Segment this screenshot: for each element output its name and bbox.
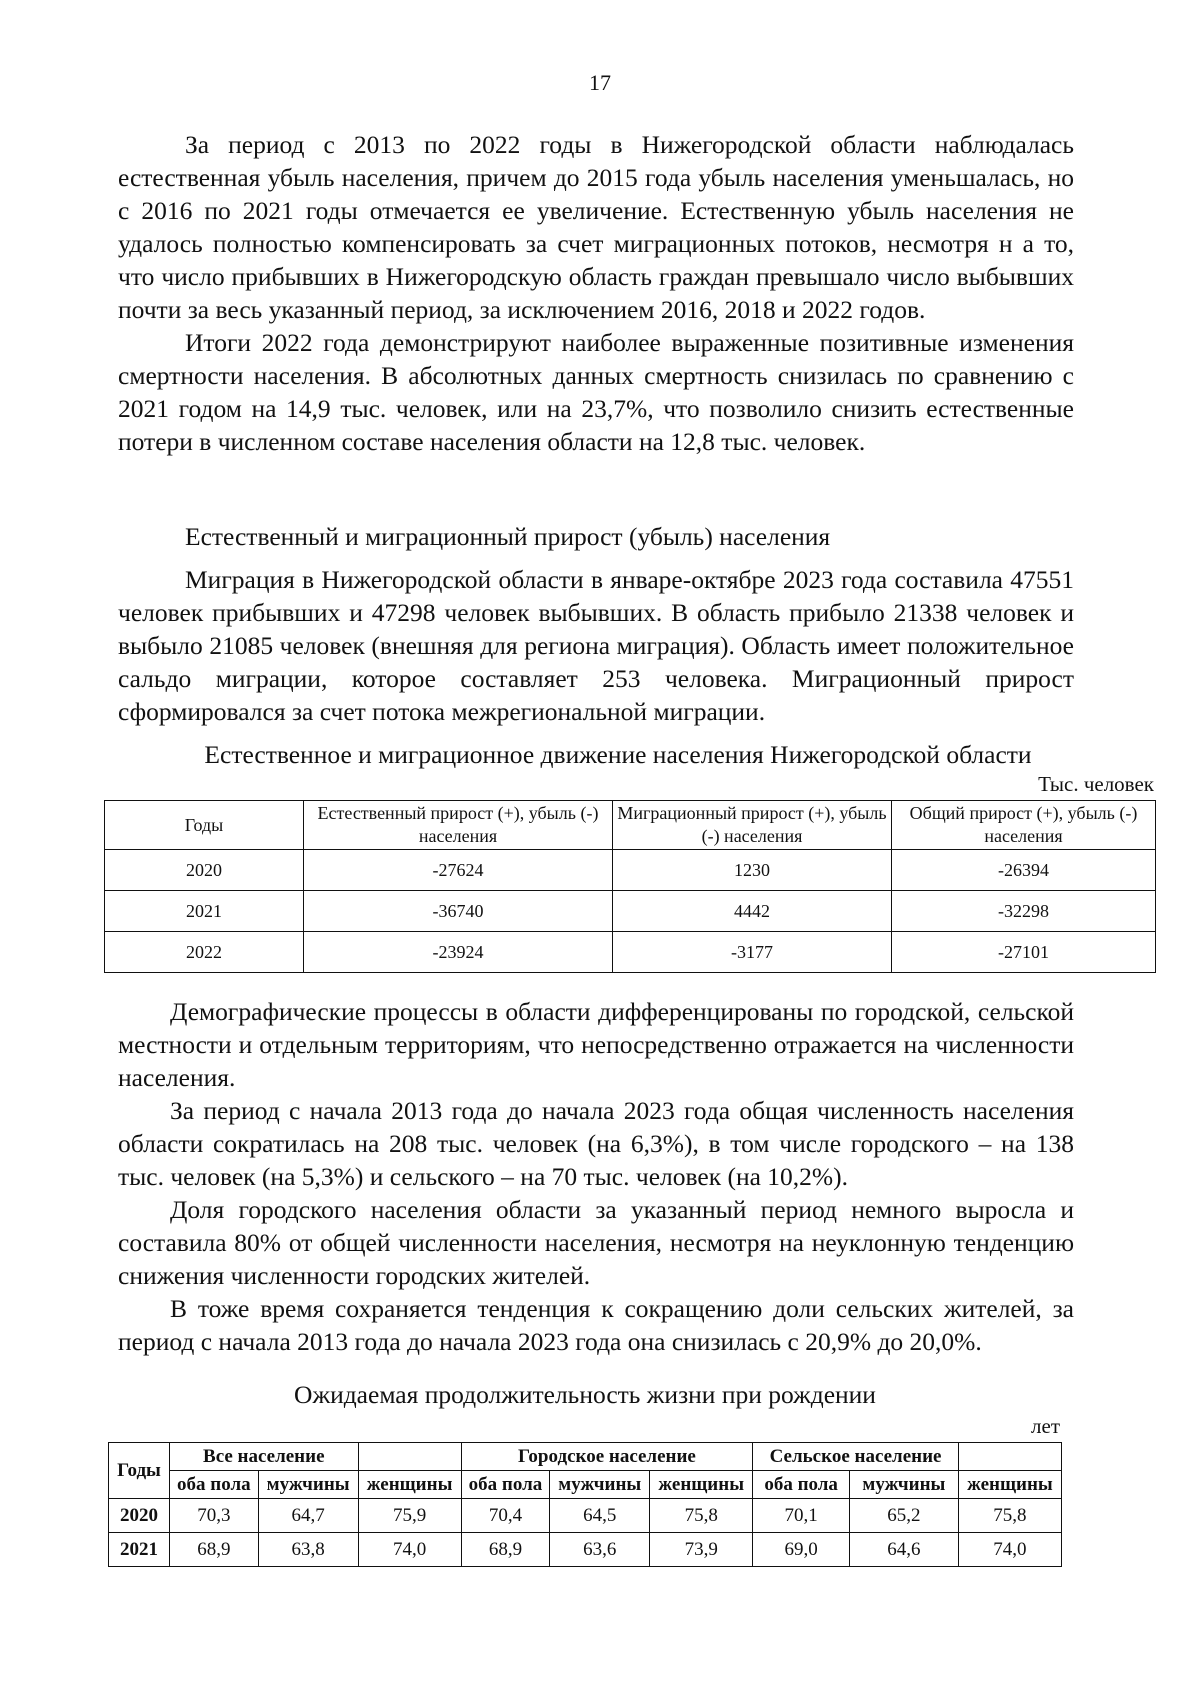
table-cell: 68,9 xyxy=(170,1533,259,1567)
table-cell: 65,2 xyxy=(849,1499,958,1533)
table-row xyxy=(109,1499,1062,1533)
paragraph: Итоги 2022 года демонстрируют наиболее выраженные позитивные изменения смертности населения. В абсолютных данных смертность снизилась по сравнению с 2021 годом на 14,9 тыс. человек, или на 23,7%, что позволило снизить естественные потери в численном составе населения области на 12,8 тыс. человек. xyxy=(118,328,1074,456)
paragraph: В тоже время сохраняется тенденция к сокращению доли сельских жителей, за период с начала 2013 года до начала 2023 года она снизилась с 20,9% до 20,0%. xyxy=(118,1294,1074,1356)
group-header: Все население xyxy=(170,1443,359,1471)
table-cell: 68,9 xyxy=(461,1533,550,1567)
paragraph: Доля городского населения области за указанный период немного выросла и составила 80% от общей численности населения, несмотря на неуклонную тенденцию снижения численности городских жителей. xyxy=(118,1195,1074,1290)
subheader-cell: женщины xyxy=(650,1471,753,1499)
group-header: Сельское население xyxy=(753,1443,959,1471)
table-header-row xyxy=(109,1443,1062,1471)
table-cell: 2022 xyxy=(105,932,304,973)
table-cell: 2021 xyxy=(109,1533,170,1567)
table-cell: 63,6 xyxy=(550,1533,650,1567)
table-cell: 75,8 xyxy=(958,1499,1061,1533)
table-cell: -27624 xyxy=(304,850,613,891)
table-title: Естественное и миграционное движение населения Нижегородской области xyxy=(204,740,1032,769)
table-cell: -27101 xyxy=(892,932,1156,973)
table-cell: 70,4 xyxy=(461,1499,550,1533)
group-header-blank xyxy=(358,1443,461,1471)
table-cell: 2020 xyxy=(109,1499,170,1533)
group-header: Городское население xyxy=(461,1443,753,1471)
section-heading: Естественный и миграционный прирост (убыль) населения xyxy=(185,522,831,551)
table-cell: -36740 xyxy=(304,891,613,932)
table-cell: 2021 xyxy=(105,891,304,932)
table2-unit: лет xyxy=(1031,1414,1060,1438)
table2-title xyxy=(108,1378,1062,1411)
table-title: Ожидаемая продолжительность жизни при рождении xyxy=(294,1380,876,1409)
migration-table xyxy=(104,800,1156,973)
table1-unit: Тыс. человек xyxy=(1038,772,1154,796)
header-cell: Общий прирост (+), убыль (-) населения xyxy=(892,801,1156,850)
table-cell: 75,9 xyxy=(358,1499,461,1533)
subheader-cell: оба пола xyxy=(461,1471,550,1499)
table-cell: -32298 xyxy=(892,891,1156,932)
table-header-row xyxy=(105,801,1156,850)
table-cell: 64,6 xyxy=(849,1533,958,1567)
table-cell: 64,7 xyxy=(258,1499,358,1533)
paragraph: Миграция в Нижегородской области в январе-октябре 2023 года составила 47551 человек прибывших и 47298 человек выбывших. В область прибыло 21338 человек и выбыло 21085 человек (внешняя для региона миграция). Область имеет положительное сальдо миграции, которое составляет 253 человека. Миграционный прирост сформировался за счет потока межрегиональной миграции. xyxy=(118,565,1074,726)
page-number: 17 xyxy=(589,70,611,95)
table-cell: 74,0 xyxy=(958,1533,1061,1567)
subheader-cell: мужчины xyxy=(258,1471,358,1499)
table-row xyxy=(105,891,1156,932)
subheader-cell: женщины xyxy=(358,1471,461,1499)
table-cell: 1230 xyxy=(613,850,892,891)
table-row xyxy=(109,1533,1062,1567)
table-row xyxy=(105,932,1156,973)
table-cell: 2020 xyxy=(105,850,304,891)
table-cell: 70,3 xyxy=(170,1499,259,1533)
subheader-cell: женщины xyxy=(958,1471,1061,1499)
life-expectancy-table xyxy=(108,1442,1062,1567)
table-cell: 74,0 xyxy=(358,1533,461,1567)
header-cell: Естественный прирост (+), убыль (-) населения xyxy=(304,801,613,850)
paragraph: За период с 2013 по 2022 годы в Нижегородской области наблюдалась естественная убыль населения, причем до 2015 года убыль населения уменьшалась, но с 2016 по 2021 годы отмечается ее увеличение. Естественную убыль населения не удалось полностью компенсировать за счет миграционных потоков, несмотря н а то, что число прибывших в Нижегородскую область граждан превышало число выбывших почти за весь указанный период, за исключением 2016, 2018 и 2022 годов. xyxy=(118,130,1074,324)
table-subheader-row xyxy=(109,1471,1062,1499)
table-cell: 70,1 xyxy=(753,1499,850,1533)
migration-section xyxy=(118,520,1074,728)
header-cell: Миграционный прирост (+), убыль (-) населения xyxy=(613,801,892,850)
subheader-cell: оба пола xyxy=(753,1471,850,1499)
table-cell: 4442 xyxy=(613,891,892,932)
table-cell: 75,8 xyxy=(650,1499,753,1533)
table-cell: -23924 xyxy=(304,932,613,973)
table-cell: -3177 xyxy=(613,932,892,973)
group-header-blank xyxy=(958,1443,1061,1471)
paragraph: За период с начала 2013 года до начала 2023 года общая численность населения области сократилась на 208 тыс. человек (на 6,3%), в том числе городского – на 138 тыс. человек (на 5,3%) и сельского – на 70 тыс. человек (на 10,2%). xyxy=(118,1096,1074,1191)
table-cell: 73,9 xyxy=(650,1533,753,1567)
table-cell: 69,0 xyxy=(753,1533,850,1567)
header-cell: Годы xyxy=(109,1443,170,1499)
table-cell: 63,8 xyxy=(258,1533,358,1567)
subheader-cell: мужчины xyxy=(849,1471,958,1499)
demographics-text xyxy=(118,995,1074,1358)
header-cell: Годы xyxy=(105,801,304,850)
table-cell: 64,5 xyxy=(550,1499,650,1533)
table-cell: -26394 xyxy=(892,850,1156,891)
table1-title xyxy=(118,738,1118,771)
subheader-cell: мужчины xyxy=(550,1471,650,1499)
intro-text xyxy=(118,128,1074,458)
subheader-cell: оба пола xyxy=(170,1471,259,1499)
paragraph: Демографические процессы в области дифференцированы по городской, сельской местности и отдельным территориям, что непосредственно отражается на численности населения. xyxy=(118,997,1074,1092)
table-row xyxy=(105,850,1156,891)
